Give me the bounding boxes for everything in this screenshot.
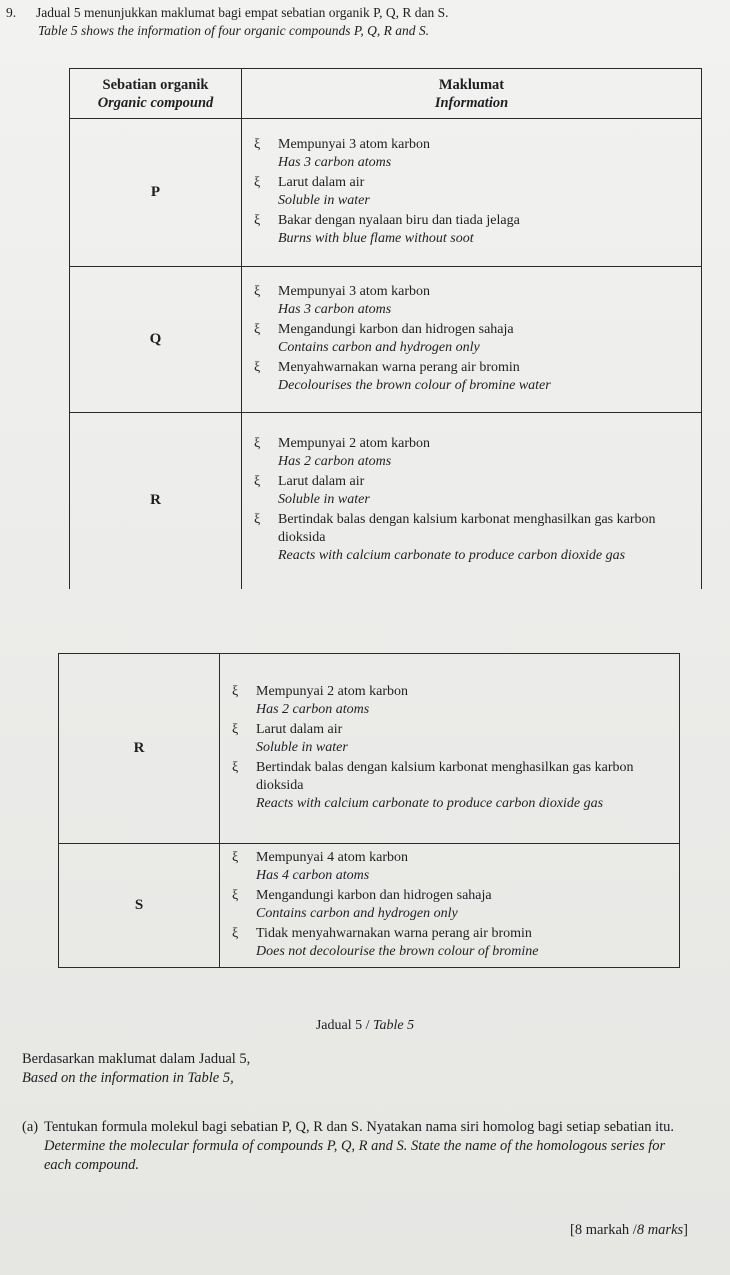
bullet-icon: ξ	[254, 212, 261, 228]
list-item: ξ Mempunyai 4 atom karbon Has 4 carbon atoms	[232, 849, 409, 883]
list-item: ξ Mengandungi karbon dan hidrogen sahaja Contains carbon and hydrogen only	[232, 887, 492, 921]
compound-label-Q: Q	[70, 267, 242, 413]
part-a-tag: (a)	[22, 1119, 39, 1135]
question-intro-en: Table 5 shows the information of four organic compounds P, Q, R and S.	[38, 23, 430, 38]
list-item: ξ Larut dalam air Soluble in water	[232, 721, 348, 755]
list-item: ξ Larut dalam air Soluble in water	[254, 174, 370, 208]
table-caption: Jadual 5 / Table 5	[315, 1018, 415, 1033]
list-item: ξ Bertindak balas dengan kalsium karbonat menghasilkan gas karbon dioksida Reacts with calcium carbonate to produce carbon dioxide gas	[254, 511, 656, 563]
bullet-icon: ξ	[232, 683, 239, 699]
bullet-icon: ξ	[254, 511, 261, 527]
list-item: ξ Bertindak balas dengan kalsium karbonat menghasilkan gas karbon dioksida Reacts with calcium carbonate to produce carbon dioxide gas	[232, 759, 634, 811]
compound-label-R-repeat: R	[59, 654, 220, 844]
compound-label-P: P	[70, 119, 242, 267]
part-a-ms: Tentukan formula molekul bagi sebatian P, Q, R dan S. Nyatakan nama siri homolog bagi setiap sebatian itu.	[44, 1119, 675, 1135]
header-info: Maklumat Information	[242, 69, 702, 119]
info-cell-R-repeat	[220, 654, 680, 844]
bullet-icon: ξ	[254, 283, 261, 299]
compound-label-R: R	[70, 413, 242, 589]
info-cell-S	[220, 844, 680, 968]
bullet-icon: ξ	[232, 887, 239, 903]
table-row-S	[59, 844, 680, 968]
prompt-text: Berdasarkan maklumat dalam Jadual 5, Based on the information in Table 5,	[22, 1051, 251, 1086]
info-table-page2	[58, 653, 680, 968]
info-cell-P	[242, 119, 702, 267]
list-item: ξ Mempunyai 2 atom karbon Has 2 carbon atoms	[232, 683, 409, 717]
list-item: ξ Mempunyai 2 atom karbon Has 2 carbon atoms	[254, 435, 431, 469]
marks-label: [8 markah /8 marks]	[569, 1222, 688, 1238]
bullet-icon: ξ	[254, 174, 261, 190]
table-row-R-repeat	[59, 654, 680, 844]
question-header	[6, 4, 449, 40]
list-item: ξ Tidak menyahwarnakan warna perang air bromin Does not decolourise the brown colour of bromine	[232, 925, 539, 959]
table-row-P	[70, 119, 702, 267]
list-item: ξ Mempunyai 3 atom karbon Has 3 carbon atoms	[254, 136, 431, 170]
table-row-R	[70, 413, 702, 589]
part-a	[22, 1118, 692, 1175]
bullet-icon: ξ	[254, 136, 261, 152]
list-item: ξ Larut dalam air Soluble in water	[254, 473, 370, 507]
header-compound: Sebatian organik Organic compound	[70, 69, 242, 119]
bullet-icon: ξ	[254, 435, 261, 451]
list-item: ξ Menyahwarnakan warna perang air bromin Decolourises the brown colour of bromine water	[254, 359, 551, 393]
bullet-icon: ξ	[232, 759, 239, 775]
info-table-page1	[69, 68, 702, 589]
bullet-icon: ξ	[254, 359, 261, 375]
bullet-icon: ξ	[254, 321, 261, 337]
table-row-Q	[70, 267, 702, 413]
part-a-en: Determine the molecular formula of compounds P, Q, R and S. State the name of the homologous series for each compound.	[44, 1138, 666, 1173]
bullet-icon: ξ	[232, 721, 239, 737]
info-cell-Q	[242, 267, 702, 413]
info-cell-R	[242, 413, 702, 589]
compound-label-S: S	[59, 844, 220, 968]
list-item: ξ Mempunyai 3 atom karbon Has 3 carbon atoms	[254, 283, 431, 317]
bullet-icon: ξ	[254, 473, 261, 489]
bullet-icon: ξ	[232, 925, 239, 941]
list-item: ξ Mengandungi karbon dan hidrogen sahaja Contains carbon and hydrogen only	[254, 321, 514, 355]
bullet-icon: ξ	[232, 849, 239, 865]
list-item: ξ Bakar dengan nyalaan biru dan tiada jelaga Burns with blue flame without soot	[254, 212, 520, 246]
question-number: 9.	[6, 5, 17, 20]
question-intro-ms: 9. Jadual 5 menunjukkan maklumat bagi empat sebatian organik P, Q, R dan S.	[6, 5, 449, 20]
